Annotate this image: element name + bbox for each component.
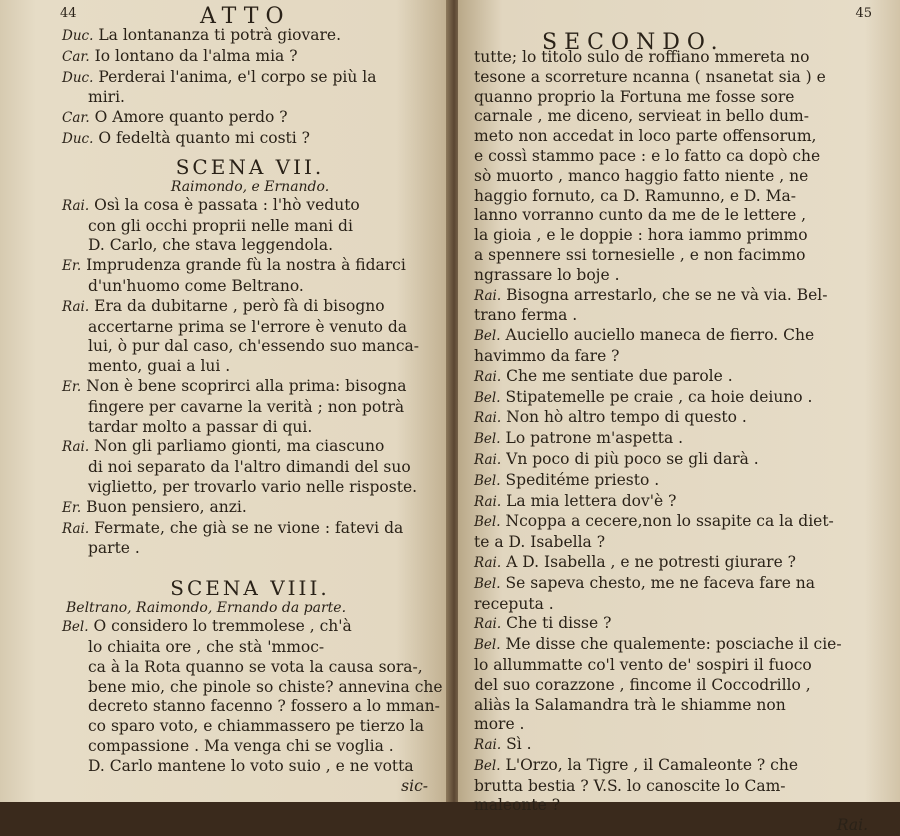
speaker-label: Rai. — [62, 197, 90, 214]
left-catchword: sic- — [401, 776, 428, 795]
text-line — [474, 553, 878, 574]
line-text: quanno proprio la Fortuna me fosse sore — [474, 87, 795, 106]
text-line — [62, 437, 438, 458]
line-text: mento, guai a lui . — [88, 357, 231, 376]
text-line — [62, 478, 438, 498]
text-line — [474, 512, 878, 533]
line-text: viglietto, per trovarlo vario nelle risposte. — [88, 477, 418, 496]
scene-8-cast: Beltrano, Raimondo, Ernando da parte. — [66, 600, 347, 617]
speaker-label: Rai. — [62, 439, 90, 456]
text-line — [474, 796, 878, 816]
scene-7-cast: Raimondo, e Ernando. — [170, 178, 330, 195]
text-line — [474, 471, 878, 492]
right-page — [458, 0, 900, 835]
text-line — [474, 656, 878, 676]
line-text: Che me sentiate due parole . — [506, 366, 733, 385]
text-line — [474, 676, 878, 696]
line-text: Osì la cosa è passata : l'hò veduto — [94, 195, 360, 214]
speaker-label: Bel. — [474, 637, 501, 654]
line-text: La lontananza ti potrà giovare. — [98, 26, 342, 44]
line-text: tesone a scorreture ncanna ( nsanetat sia ) e — [474, 67, 826, 86]
line-text: ca à la Rota quanno se vota la causa sora-, — [88, 657, 423, 676]
line-text: Non hò altro tempo di questo . — [506, 408, 747, 427]
line-text: del suo corazzone , fincome il Coccodrillo , — [474, 675, 811, 694]
line-text: O fedeltà quanto mi costi ? — [98, 128, 310, 147]
line-text: Che ti disse ? — [506, 614, 612, 633]
speaker-label: Bel. — [474, 328, 501, 345]
line-text: Stipatemelle pe craie , ca hoie deiuno . — [505, 387, 813, 406]
text-line — [62, 256, 438, 277]
line-text: lo allummatte co'l vento de' sospiri il fuoco — [474, 655, 812, 674]
speaker-label: Car. — [62, 110, 90, 127]
text-line — [474, 429, 878, 450]
line-text: trano ferma . — [474, 306, 578, 325]
text-line — [474, 167, 878, 187]
text-line — [62, 357, 438, 377]
line-text: lo chiaita ore , che stà 'mmoc- — [88, 637, 325, 656]
dialogue-block-scene-8 — [62, 617, 443, 776]
line-text: Vn poco di più poco se gli darà . — [506, 449, 759, 468]
line-text: D. Carlo mantene lo voto suio , e ne votta — [88, 756, 414, 775]
text-line — [62, 68, 438, 89]
speaker-label: Rai. — [474, 554, 502, 571]
speaker-label: Duc. — [62, 130, 94, 147]
line-text: havimmo da fare ? — [474, 346, 620, 365]
text-line — [62, 658, 438, 678]
line-text: Ncoppa a cecere,non lo ssapite ca la diet- — [505, 512, 834, 531]
text-line — [62, 318, 438, 338]
text-line — [474, 127, 878, 147]
text-line — [62, 377, 438, 398]
line-text: decreto stanno facenno ? fossero a lo mman- — [88, 697, 440, 716]
text-line — [62, 677, 443, 698]
dialogue-block-top — [62, 26, 438, 150]
line-text: la gioia , e le doppie : hora iammo primmo — [474, 226, 808, 245]
line-text: d'un'huomo come Beltrano. — [88, 276, 304, 295]
line-text: Imprudenza grande fù la nostra à fidarci — [86, 256, 406, 275]
right-catchword: Rai. — [836, 816, 868, 835]
text-line — [474, 206, 878, 226]
line-text: te a D. Isabella ? — [474, 533, 606, 552]
text-line — [62, 418, 438, 438]
line-text: Lo patrone m'aspetta . — [505, 429, 684, 448]
left-page-text — [62, 26, 443, 796]
speaker-label: Rai. — [474, 368, 502, 385]
text-line — [62, 108, 438, 129]
text-line — [62, 757, 438, 777]
text-line — [474, 147, 878, 167]
line-text: Sì . — [506, 735, 532, 754]
text-line — [474, 347, 878, 367]
text-line — [62, 47, 438, 68]
speaker-label: Er. — [62, 499, 82, 516]
speaker-label: Bel. — [474, 389, 501, 406]
speaker-label: Rai. — [474, 493, 502, 510]
line-text: O considero lo tremmolese , ch'à — [93, 617, 352, 636]
text-line — [62, 737, 438, 757]
text-line — [474, 735, 878, 756]
line-text: lui, ò pur dal caso, ch'essendo suo manca- — [88, 337, 419, 356]
line-text: Non gli parliamo gionti, ma ciascuno — [94, 437, 385, 456]
speaker-label: Duc. — [62, 28, 94, 44]
line-text: Io lontano da l'alma mia ? — [94, 46, 298, 65]
speaker-label: Bel. — [474, 757, 501, 774]
right-page-header — [458, 0, 900, 55]
speaker-label: Bel. — [474, 431, 501, 448]
speaker-label: Rai. — [474, 451, 502, 468]
text-line — [62, 196, 438, 217]
left-page-number: 44 — [60, 6, 77, 21]
line-text: D. Carlo, che stava leggendola. — [88, 236, 334, 255]
line-text: Perderai l'anima, e'l corpo se più la — [98, 67, 377, 86]
text-line — [474, 367, 878, 388]
line-text: La mia lettera dov'è ? — [506, 491, 677, 510]
line-text: e cossì stammo pace : e lo fatto ca dopò che — [474, 146, 821, 165]
text-line — [474, 492, 878, 513]
text-line — [474, 88, 878, 108]
text-line — [474, 68, 878, 88]
text-line — [62, 697, 438, 717]
line-text: Bisogna arrestarlo, che se ne và via. Bel- — [506, 285, 828, 304]
text-line — [474, 450, 878, 471]
speaker-label: Duc. — [62, 69, 94, 86]
text-line — [62, 277, 438, 297]
line-text: fingere per cavarne la verità ; non potrà — [88, 397, 405, 416]
line-text: Non è bene scoprirci alla prima: bisogna — [86, 376, 407, 395]
line-text: Era da dubitarne , però fà di bisogno — [94, 296, 385, 315]
line-text: A D. Isabella , e ne potresti giurare ? — [506, 552, 796, 571]
text-line — [62, 88, 438, 108]
text-line — [62, 236, 438, 256]
right-running-head: SECONDO. — [542, 30, 725, 55]
text-line — [474, 286, 878, 307]
line-text: Auciello auciello maneca de fierro. Che — [505, 326, 815, 345]
text-line — [62, 337, 438, 357]
line-text: sò muorto , manco haggio fatto niente , ne — [474, 166, 809, 185]
text-line — [474, 388, 878, 409]
line-text: Fermate, che già se ne vione : fatevi da — [94, 518, 404, 537]
line-text: L'Orzo, la Tigre , il Camaleonte ? che — [505, 755, 798, 774]
line-text: co sparo voto, e chiammassero pe tierzo la — [88, 717, 424, 736]
line-text: lanno vorranno cunto da me de le lettere , — [474, 206, 807, 225]
line-text: haggio fornuto, ca D. Ramunno, e D. Ma- — [474, 186, 796, 205]
text-line — [474, 533, 878, 553]
line-text: more . — [474, 715, 525, 734]
line-text: receputa . — [474, 594, 554, 613]
text-line — [474, 408, 878, 429]
text-line — [474, 107, 878, 127]
text-line — [62, 519, 438, 540]
text-line — [474, 777, 878, 797]
scene-7-title: SCENA VII. — [175, 154, 325, 179]
text-line — [62, 539, 438, 559]
left-page — [0, 0, 450, 802]
text-line — [62, 398, 438, 418]
text-line — [474, 756, 878, 777]
text-line — [474, 187, 878, 207]
speaker-label: Bel. — [62, 619, 89, 636]
right-page-text — [474, 48, 878, 836]
line-text: Me disse che qualemente: posciache il cie- — [505, 635, 842, 654]
line-text: miri. — [88, 88, 125, 107]
line-text: O Amore quanto perdo ? — [94, 108, 288, 127]
speaker-label: Car. — [62, 48, 90, 65]
text-line — [474, 326, 878, 347]
text-line — [62, 617, 438, 638]
text-line — [474, 306, 878, 326]
speaker-label: Er. — [62, 258, 82, 275]
line-text: con gli occhi proprii nelle mani di — [88, 216, 353, 235]
text-line — [474, 635, 878, 656]
text-line — [62, 297, 438, 318]
dialogue-block-scene-7 — [62, 196, 438, 559]
line-text: parte . — [88, 539, 140, 558]
text-line — [474, 595, 878, 615]
text-line — [474, 715, 878, 735]
text-line — [474, 266, 878, 286]
speaker-label: Bel. — [474, 575, 501, 592]
line-text: meto non accedat in loco parte offensorum, — [474, 127, 817, 146]
line-text: Speditéme priesto . — [505, 470, 660, 489]
text-line — [62, 26, 438, 47]
text-line — [62, 458, 438, 478]
speaker-label: Bel. — [474, 472, 501, 489]
dialogue-block-right — [474, 48, 878, 816]
speaker-label: Rai. — [474, 287, 502, 304]
line-text: carnale , me diceno, servieat in bello dum- — [474, 107, 809, 126]
line-text: aliàs la Salamandra trà le shiamme non — [474, 695, 786, 714]
line-text: a spennere ssi tornesielle , e non facimmo — [474, 245, 806, 264]
text-line — [474, 574, 878, 595]
scene-8-title: SCENA VIII. — [170, 576, 330, 601]
right-page-number: 45 — [855, 6, 872, 21]
text-line — [62, 129, 438, 150]
line-text: accertarne prima se l'errore è venuto da — [88, 317, 408, 336]
speaker-label: Rai. — [474, 410, 502, 427]
text-line — [62, 498, 438, 519]
line-text: maleonte ? — [474, 796, 561, 815]
text-line — [62, 717, 438, 737]
text-line — [62, 217, 438, 237]
line-text: brutta bestia ? V.S. lo canoscite lo Cam- — [474, 776, 786, 795]
line-text: Se sapeva chesto, me ne faceva fare na — [505, 573, 816, 592]
speaker-label: Rai. — [474, 737, 502, 754]
line-text: tardar molto a passar di qui. — [88, 417, 313, 436]
speaker-label: Rai. — [62, 298, 90, 315]
speaker-label: Er. — [62, 378, 82, 395]
line-text: compassione . Ma venga chi se voglia . — [88, 736, 394, 755]
left-running-head: ATTO — [200, 4, 291, 29]
line-text: bene mio, che pinole so chiste? annevina che — [88, 677, 443, 696]
line-text: di noi separato da l'altro dimandi del suo — [88, 458, 411, 477]
text-line — [62, 638, 438, 658]
line-text: ngrassare lo boje . — [474, 265, 620, 284]
speaker-label: Rai. — [62, 520, 90, 537]
text-line — [474, 614, 878, 635]
text-line — [474, 246, 878, 266]
speaker-label: Rai. — [474, 616, 502, 633]
text-line — [474, 696, 878, 716]
line-text: tutte; lo titolo sulo de roffiano mmereta no — [474, 48, 810, 66]
speaker-label: Bel. — [474, 514, 501, 531]
line-text: Buon pensiero, anzi. — [86, 497, 247, 516]
text-line — [474, 226, 878, 246]
text-line — [474, 48, 878, 68]
